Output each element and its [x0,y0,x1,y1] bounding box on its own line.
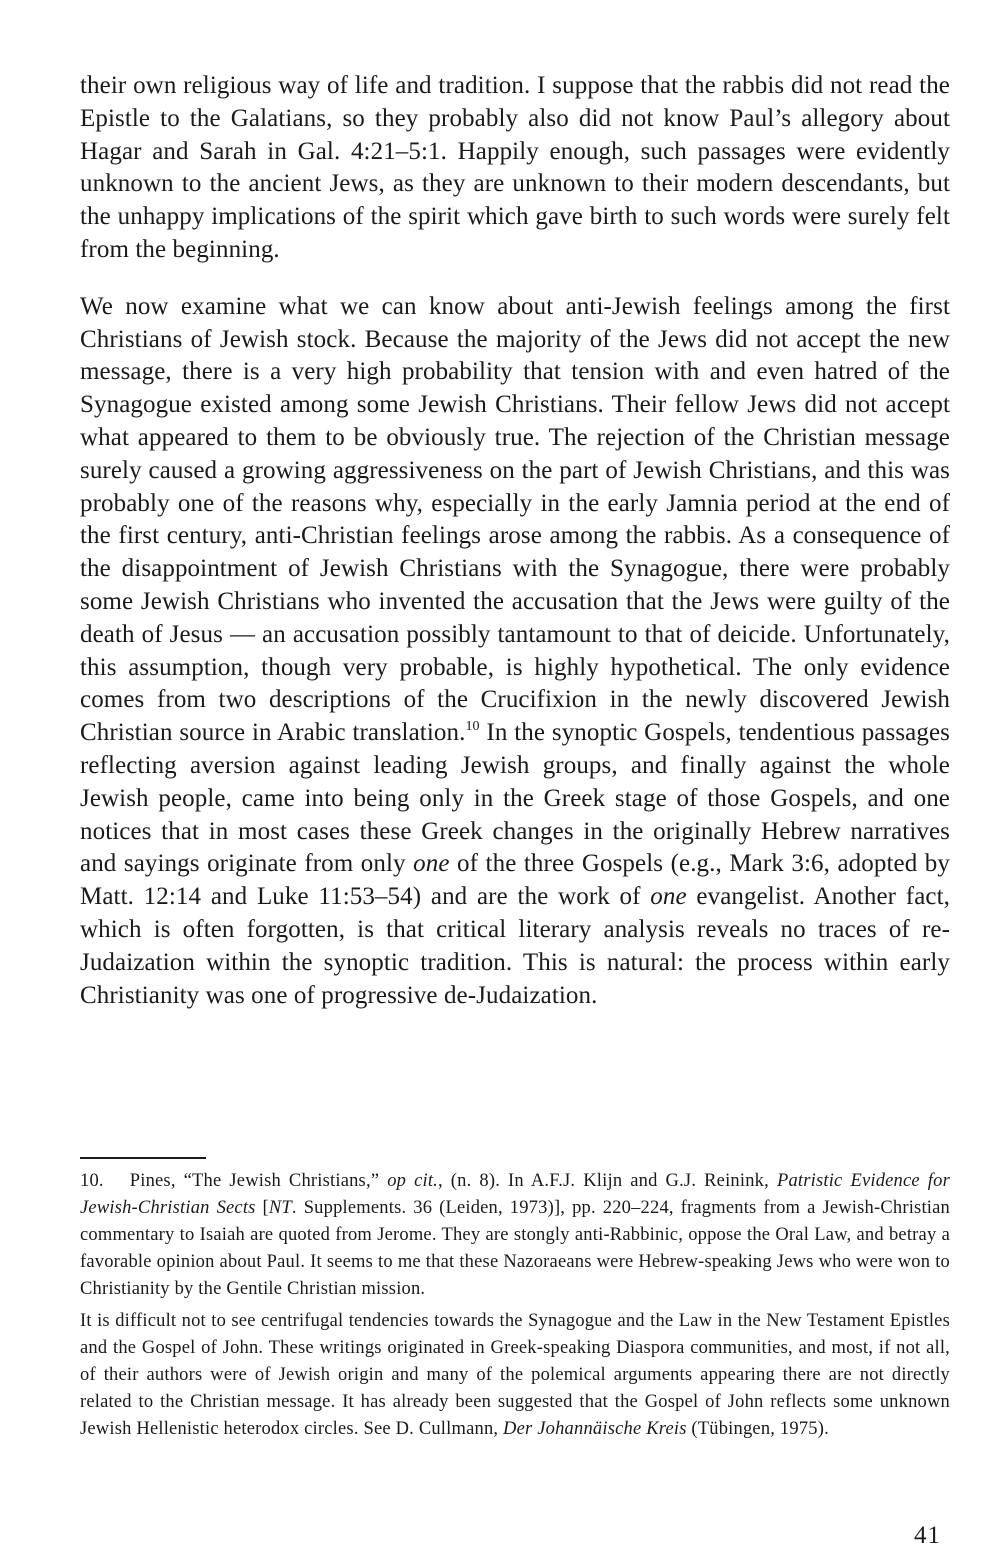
paragraph-text: evangelist. Another fact, which is often forgotten, is that critical literary analysis reveals no traces of re-Judaization within the synoptic tradition. This is natural: the process within early Christianity was one of progressive de-Judaization. [80,883,950,1009]
paragraph-text: We now examine what we can know about anti-Jewish feelings among the first Christians of Jewish stock. Because the majority of the Jews did not accept the new message, there is a very high probability that tension with and even hatred of the Synagogue existed among some Jewish Christians. Their fellow Jews did not accept what appeared to them to be obviously true. The rejection of the Christian message surely caused a growing aggressiveness on the part of Jewish Christians, and this was probably one of the reasons why, especially in the early Jamnia period at the end of the first century, anti-Christian feelings arose among the rabbis. As a consequence of the disappointment of Jewish Christians with the Synagogue, there were probably some Jewish Christians who invented the accusation that the Jews were guilty of the death of Jesus — an accusation possibly tantamount to that of deicide. Unfortunately, this assumption, though very probable, is highly hypothetical. The only evidence comes from two descriptions of the Crucifixion in the newly discovered Jewish Christian source in Arabic translation. [80,292,950,747]
footnote-text: (Tübingen, 1975). [686,1419,829,1439]
footnote-text: Pines, “The Jewish Christians,” [129,1171,388,1191]
citation-italic: Patristic Evidence for Jewish-Christian Sects [80,1171,950,1218]
citation-italic: NT [268,1198,292,1218]
footnotes [80,1168,950,1443]
footnote-text: . Supplements. 36 (Leiden, 1973)], pp. 220–224, fragments from a Jewish-Christian commentary to Isaiah are quoted from Jerome. They are stongly anti-Rabbinic, oppose the Oral Law, and betray a favorable opinion about Paul. It seems to me that these Nazoraeans were Hebrew-speaking Jews who were won to Christianity by the Gentile Christian mission. [80,1198,950,1299]
footnote-text: [ [255,1198,269,1218]
footnote-number: 10. [80,1171,104,1191]
paragraph-text: their own religious way of life and tradition. I suppose that the rabbis did not read the Epistle to the Galatians, so they probably also did not know Paul’s allegory about Hagar and Sarah in Gal. 4:21–5:1. Happily enough, such passages were evidently unknown to the ancient Jews, as they are unknown to their modern descendants, but the unhappy implications of the spirit which gave birth to such words were surely felt from the beginning. [80,72,950,263]
footnote [80,1168,950,1303]
emphasis-text: one [650,883,687,911]
paragraph [80,70,950,267]
citation-italic: op cit. [387,1171,438,1191]
emphasis-text: one [413,850,450,878]
footnote-text: It is difficult not to see centrifugal tendencies towards the Synagogue and the Law in the New Testament Epistles and the Gospel of John. These writings originated in Greek-speaking Diaspora communities, and most, if not all, of their authors were of Jewish origin and many of the polemical arguments appearing there are not directly related to the Christian message. It has already been suggested that the Gospel of John reflects some unknown Jewish Hellenistic heterodox circles. See D. Cullmann, [80,1311,950,1439]
paragraph-text: of the three Gospels (e.g., Mark 3:6, adopted by Matt. 12:14 and Luke 11:53–54) and are the work of [80,850,950,911]
paragraph [80,291,950,1013]
footnote-reference: 10 [465,719,480,735]
citation-italic: Der Johannäische Kreis [503,1419,687,1439]
footnote-divider [80,1157,206,1159]
footnote [80,1308,950,1443]
footnote-text: , (n. 8). In A.F.J. Klijn and G.J. Reinink, [438,1171,777,1191]
page-number: 41 [914,1522,941,1549]
main-text [80,70,950,1012]
paragraph-text: In the synoptic Gospels, tendentious passages reflecting aversion against leading Jewish groups, and finally against the whole Jewish people, came into being only in the Greek stage of those Gospels, and one notices that in most cases these Greek changes in the originally Hebrew narratives and sayings originate from only [80,719,950,878]
